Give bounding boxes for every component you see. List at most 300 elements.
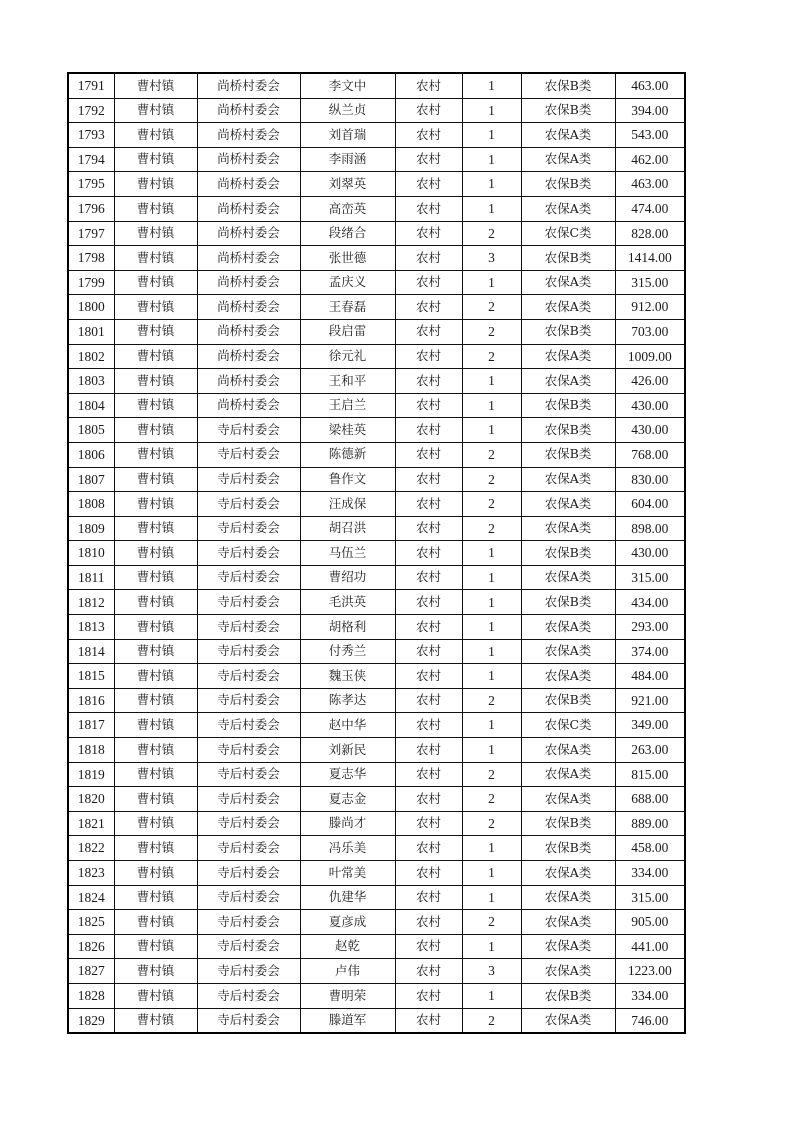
cell-village-committee: 寺后村委会 <box>197 639 300 664</box>
cell-village-committee: 尚桥村委会 <box>197 221 300 246</box>
cell-insurance-category: 农保A类 <box>521 196 615 221</box>
cell-person-name: 滕道军 <box>300 1008 395 1033</box>
cell-village-committee: 寺后村委会 <box>197 467 300 492</box>
cell-household-count: 1 <box>462 98 521 123</box>
cell-insurance-category: 农保B类 <box>521 811 615 836</box>
cell-amount: 1009.00 <box>615 344 685 369</box>
cell-amount: 458.00 <box>615 836 685 861</box>
cell-household-count: 1 <box>462 565 521 590</box>
cell-amount: 315.00 <box>615 565 685 590</box>
cell-area-type: 农村 <box>395 1008 462 1033</box>
cell-amount: 830.00 <box>615 467 685 492</box>
cell-insurance-category: 农保B类 <box>521 418 615 443</box>
cell-town: 曹村镇 <box>114 959 197 984</box>
cell-insurance-category: 农保B类 <box>521 319 615 344</box>
cell-household-count: 3 <box>462 246 521 271</box>
cell-serial-number: 1792 <box>68 98 114 123</box>
table-row <box>68 934 685 959</box>
cell-town: 曹村镇 <box>114 836 197 861</box>
cell-household-count: 2 <box>462 787 521 812</box>
cell-village-committee: 寺后村委会 <box>197 442 300 467</box>
cell-person-name: 刘翠英 <box>300 172 395 197</box>
table-row <box>68 319 685 344</box>
cell-insurance-category: 农保A类 <box>521 885 615 910</box>
cell-serial-number: 1822 <box>68 836 114 861</box>
cell-amount: 921.00 <box>615 688 685 713</box>
cell-amount: 463.00 <box>615 73 685 98</box>
cell-town: 曹村镇 <box>114 172 197 197</box>
cell-person-name: 王春磊 <box>300 295 395 320</box>
cell-household-count: 2 <box>462 344 521 369</box>
cell-town: 曹村镇 <box>114 295 197 320</box>
table-row <box>68 664 685 689</box>
cell-insurance-category: 农保A类 <box>521 738 615 763</box>
cell-town: 曹村镇 <box>114 1008 197 1033</box>
cell-household-count: 1 <box>462 270 521 295</box>
cell-serial-number: 1815 <box>68 664 114 689</box>
cell-amount: 768.00 <box>615 442 685 467</box>
cell-amount: 430.00 <box>615 541 685 566</box>
cell-area-type: 农村 <box>395 787 462 812</box>
cell-person-name: 王启兰 <box>300 393 395 418</box>
cell-insurance-category: 农保A类 <box>521 295 615 320</box>
cell-person-name: 汪成保 <box>300 492 395 517</box>
cell-town: 曹村镇 <box>114 664 197 689</box>
cell-serial-number: 1817 <box>68 713 114 738</box>
cell-serial-number: 1793 <box>68 123 114 148</box>
cell-insurance-category: 农保A类 <box>521 762 615 787</box>
table-row <box>68 983 685 1008</box>
cell-village-committee: 寺后村委会 <box>197 541 300 566</box>
cell-person-name: 梁桂英 <box>300 418 395 443</box>
table-row <box>68 98 685 123</box>
cell-serial-number: 1804 <box>68 393 114 418</box>
cell-town: 曹村镇 <box>114 467 197 492</box>
cell-village-committee: 寺后村委会 <box>197 861 300 886</box>
cell-person-name: 张世德 <box>300 246 395 271</box>
table-row <box>68 147 685 172</box>
table-row <box>68 836 685 861</box>
cell-area-type: 农村 <box>395 861 462 886</box>
cell-town: 曹村镇 <box>114 861 197 886</box>
cell-area-type: 农村 <box>395 664 462 689</box>
cell-insurance-category: 农保A类 <box>521 615 615 640</box>
table-row <box>68 369 685 394</box>
cell-person-name: 陈德新 <box>300 442 395 467</box>
table-row <box>68 811 685 836</box>
cell-household-count: 2 <box>462 1008 521 1033</box>
cell-amount: 815.00 <box>615 762 685 787</box>
cell-serial-number: 1800 <box>68 295 114 320</box>
cell-serial-number: 1814 <box>68 639 114 664</box>
cell-person-name: 鲁作文 <box>300 467 395 492</box>
cell-insurance-category: 农保B类 <box>521 98 615 123</box>
cell-household-count: 1 <box>462 541 521 566</box>
cell-town: 曹村镇 <box>114 787 197 812</box>
cell-household-count: 2 <box>462 221 521 246</box>
cell-person-name: 胡召洪 <box>300 516 395 541</box>
cell-area-type: 农村 <box>395 123 462 148</box>
cell-area-type: 农村 <box>395 246 462 271</box>
table-row <box>68 615 685 640</box>
cell-town: 曹村镇 <box>114 639 197 664</box>
cell-area-type: 农村 <box>395 172 462 197</box>
cell-person-name: 付秀兰 <box>300 639 395 664</box>
table-row <box>68 861 685 886</box>
cell-area-type: 农村 <box>395 590 462 615</box>
cell-serial-number: 1796 <box>68 196 114 221</box>
cell-area-type: 农村 <box>395 393 462 418</box>
cell-area-type: 农村 <box>395 344 462 369</box>
roster-table <box>67 72 686 1034</box>
cell-town: 曹村镇 <box>114 541 197 566</box>
cell-area-type: 农村 <box>395 615 462 640</box>
cell-amount: 543.00 <box>615 123 685 148</box>
table-row <box>68 565 685 590</box>
cell-serial-number: 1821 <box>68 811 114 836</box>
cell-serial-number: 1826 <box>68 934 114 959</box>
cell-serial-number: 1819 <box>68 762 114 787</box>
cell-village-committee: 寺后村委会 <box>197 516 300 541</box>
cell-area-type: 农村 <box>395 418 462 443</box>
cell-household-count: 2 <box>462 688 521 713</box>
cell-insurance-category: 农保A类 <box>521 492 615 517</box>
cell-town: 曹村镇 <box>114 73 197 98</box>
cell-household-count: 1 <box>462 196 521 221</box>
cell-village-committee: 寺后村委会 <box>197 836 300 861</box>
cell-insurance-category: 农保A类 <box>521 123 615 148</box>
cell-village-committee: 尚桥村委会 <box>197 369 300 394</box>
cell-person-name: 李雨涵 <box>300 147 395 172</box>
cell-insurance-category: 农保B类 <box>521 688 615 713</box>
cell-amount: 315.00 <box>615 885 685 910</box>
cell-serial-number: 1791 <box>68 73 114 98</box>
table-row <box>68 541 685 566</box>
cell-household-count: 1 <box>462 393 521 418</box>
cell-town: 曹村镇 <box>114 590 197 615</box>
cell-town: 曹村镇 <box>114 369 197 394</box>
cell-town: 曹村镇 <box>114 344 197 369</box>
cell-serial-number: 1824 <box>68 885 114 910</box>
cell-serial-number: 1828 <box>68 983 114 1008</box>
cell-person-name: 李文中 <box>300 73 395 98</box>
cell-household-count: 1 <box>462 615 521 640</box>
cell-insurance-category: 农保A类 <box>521 344 615 369</box>
cell-amount: 474.00 <box>615 196 685 221</box>
cell-town: 曹村镇 <box>114 492 197 517</box>
cell-village-committee: 尚桥村委会 <box>197 123 300 148</box>
cell-town: 曹村镇 <box>114 910 197 935</box>
cell-amount: 828.00 <box>615 221 685 246</box>
cell-village-committee: 寺后村委会 <box>197 565 300 590</box>
cell-insurance-category: 农保B类 <box>521 541 615 566</box>
cell-village-committee: 尚桥村委会 <box>197 196 300 221</box>
cell-area-type: 农村 <box>395 442 462 467</box>
cell-village-committee: 寺后村委会 <box>197 664 300 689</box>
cell-household-count: 2 <box>462 811 521 836</box>
cell-town: 曹村镇 <box>114 270 197 295</box>
cell-amount: 912.00 <box>615 295 685 320</box>
cell-amount: 463.00 <box>615 172 685 197</box>
cell-household-count: 1 <box>462 836 521 861</box>
cell-village-committee: 寺后村委会 <box>197 713 300 738</box>
cell-serial-number: 1802 <box>68 344 114 369</box>
table-row <box>68 910 685 935</box>
cell-person-name: 卢伟 <box>300 959 395 984</box>
cell-amount: 394.00 <box>615 98 685 123</box>
cell-person-name: 叶常美 <box>300 861 395 886</box>
cell-household-count: 1 <box>462 738 521 763</box>
cell-town: 曹村镇 <box>114 615 197 640</box>
cell-village-committee: 尚桥村委会 <box>197 73 300 98</box>
table-row <box>68 393 685 418</box>
table-row <box>68 270 685 295</box>
cell-person-name: 纵兰贞 <box>300 98 395 123</box>
cell-serial-number: 1816 <box>68 688 114 713</box>
cell-person-name: 孟庆义 <box>300 270 395 295</box>
cell-person-name: 陈孝达 <box>300 688 395 713</box>
cell-amount: 315.00 <box>615 270 685 295</box>
cell-serial-number: 1805 <box>68 418 114 443</box>
cell-household-count: 1 <box>462 147 521 172</box>
cell-serial-number: 1825 <box>68 910 114 935</box>
cell-amount: 441.00 <box>615 934 685 959</box>
cell-serial-number: 1795 <box>68 172 114 197</box>
table-row <box>68 688 685 713</box>
table-row <box>68 295 685 320</box>
cell-amount: 293.00 <box>615 615 685 640</box>
cell-household-count: 1 <box>462 418 521 443</box>
cell-person-name: 仇建华 <box>300 885 395 910</box>
cell-area-type: 农村 <box>395 738 462 763</box>
cell-person-name: 徐元礼 <box>300 344 395 369</box>
cell-serial-number: 1794 <box>68 147 114 172</box>
cell-household-count: 2 <box>462 762 521 787</box>
cell-serial-number: 1818 <box>68 738 114 763</box>
cell-person-name: 段启雷 <box>300 319 395 344</box>
cell-village-committee: 寺后村委会 <box>197 1008 300 1033</box>
cell-person-name: 马伍兰 <box>300 541 395 566</box>
cell-town: 曹村镇 <box>114 196 197 221</box>
cell-serial-number: 1809 <box>68 516 114 541</box>
cell-person-name: 夏彦成 <box>300 910 395 935</box>
cell-town: 曹村镇 <box>114 123 197 148</box>
cell-household-count: 2 <box>462 467 521 492</box>
cell-amount: 484.00 <box>615 664 685 689</box>
cell-town: 曹村镇 <box>114 319 197 344</box>
table-row <box>68 221 685 246</box>
cell-serial-number: 1827 <box>68 959 114 984</box>
cell-village-committee: 尚桥村委会 <box>197 270 300 295</box>
cell-household-count: 1 <box>462 73 521 98</box>
table-row <box>68 123 685 148</box>
cell-person-name: 赵中华 <box>300 713 395 738</box>
cell-town: 曹村镇 <box>114 811 197 836</box>
cell-town: 曹村镇 <box>114 98 197 123</box>
cell-household-count: 1 <box>462 123 521 148</box>
cell-town: 曹村镇 <box>114 393 197 418</box>
cell-amount: 349.00 <box>615 713 685 738</box>
cell-village-committee: 尚桥村委会 <box>197 344 300 369</box>
cell-serial-number: 1798 <box>68 246 114 271</box>
cell-village-committee: 寺后村委会 <box>197 811 300 836</box>
cell-village-committee: 尚桥村委会 <box>197 172 300 197</box>
cell-insurance-category: 农保B类 <box>521 836 615 861</box>
cell-area-type: 农村 <box>395 639 462 664</box>
cell-insurance-category: 农保A类 <box>521 861 615 886</box>
cell-serial-number: 1829 <box>68 1008 114 1033</box>
table-row <box>68 738 685 763</box>
cell-village-committee: 寺后村委会 <box>197 983 300 1008</box>
cell-serial-number: 1823 <box>68 861 114 886</box>
cell-amount: 426.00 <box>615 369 685 394</box>
cell-area-type: 农村 <box>395 467 462 492</box>
cell-insurance-category: 农保A类 <box>521 787 615 812</box>
table-row <box>68 713 685 738</box>
cell-household-count: 2 <box>462 442 521 467</box>
table-row <box>68 590 685 615</box>
cell-household-count: 1 <box>462 934 521 959</box>
table-row <box>68 762 685 787</box>
cell-amount: 898.00 <box>615 516 685 541</box>
table-row <box>68 442 685 467</box>
cell-person-name: 滕尚才 <box>300 811 395 836</box>
cell-household-count: 1 <box>462 590 521 615</box>
cell-area-type: 农村 <box>395 565 462 590</box>
cell-household-count: 1 <box>462 639 521 664</box>
cell-area-type: 农村 <box>395 196 462 221</box>
cell-village-committee: 尚桥村委会 <box>197 246 300 271</box>
cell-person-name: 刘新民 <box>300 738 395 763</box>
cell-insurance-category: 农保C类 <box>521 713 615 738</box>
cell-amount: 1414.00 <box>615 246 685 271</box>
cell-household-count: 1 <box>462 713 521 738</box>
cell-person-name: 冯乐美 <box>300 836 395 861</box>
cell-household-count: 2 <box>462 492 521 517</box>
cell-household-count: 1 <box>462 172 521 197</box>
cell-town: 曹村镇 <box>114 565 197 590</box>
cell-area-type: 农村 <box>395 369 462 394</box>
cell-area-type: 农村 <box>395 713 462 738</box>
table-row <box>68 1008 685 1033</box>
cell-serial-number: 1811 <box>68 565 114 590</box>
cell-area-type: 农村 <box>395 98 462 123</box>
cell-person-name: 刘首瑞 <box>300 123 395 148</box>
cell-insurance-category: 农保A类 <box>521 147 615 172</box>
cell-amount: 1223.00 <box>615 959 685 984</box>
table-row <box>68 492 685 517</box>
cell-village-committee: 尚桥村委会 <box>197 295 300 320</box>
table-row <box>68 516 685 541</box>
cell-household-count: 2 <box>462 295 521 320</box>
cell-amount: 334.00 <box>615 861 685 886</box>
cell-insurance-category: 农保A类 <box>521 516 615 541</box>
cell-area-type: 农村 <box>395 541 462 566</box>
cell-amount: 430.00 <box>615 393 685 418</box>
table-row <box>68 467 685 492</box>
cell-insurance-category: 农保A类 <box>521 639 615 664</box>
table-row <box>68 639 685 664</box>
cell-household-count: 3 <box>462 959 521 984</box>
cell-town: 曹村镇 <box>114 516 197 541</box>
cell-insurance-category: 农保B类 <box>521 73 615 98</box>
cell-person-name: 段绪合 <box>300 221 395 246</box>
cell-amount: 462.00 <box>615 147 685 172</box>
cell-town: 曹村镇 <box>114 688 197 713</box>
cell-serial-number: 1801 <box>68 319 114 344</box>
cell-insurance-category: 农保A类 <box>521 664 615 689</box>
cell-village-committee: 尚桥村委会 <box>197 147 300 172</box>
table-row <box>68 787 685 812</box>
cell-town: 曹村镇 <box>114 442 197 467</box>
cell-area-type: 农村 <box>395 147 462 172</box>
cell-village-committee: 寺后村委会 <box>197 787 300 812</box>
cell-insurance-category: 农保A类 <box>521 910 615 935</box>
cell-area-type: 农村 <box>395 221 462 246</box>
table-row <box>68 344 685 369</box>
cell-person-name: 高峦英 <box>300 196 395 221</box>
cell-town: 曹村镇 <box>114 738 197 763</box>
cell-area-type: 农村 <box>395 319 462 344</box>
cell-town: 曹村镇 <box>114 713 197 738</box>
cell-serial-number: 1808 <box>68 492 114 517</box>
cell-area-type: 农村 <box>395 910 462 935</box>
cell-serial-number: 1799 <box>68 270 114 295</box>
cell-amount: 263.00 <box>615 738 685 763</box>
cell-insurance-category: 农保A类 <box>521 565 615 590</box>
cell-amount: 334.00 <box>615 983 685 1008</box>
table-row <box>68 418 685 443</box>
cell-village-committee: 尚桥村委会 <box>197 319 300 344</box>
cell-town: 曹村镇 <box>114 934 197 959</box>
cell-town: 曹村镇 <box>114 418 197 443</box>
cell-amount: 889.00 <box>615 811 685 836</box>
cell-area-type: 农村 <box>395 762 462 787</box>
cell-amount: 604.00 <box>615 492 685 517</box>
cell-insurance-category: 农保A类 <box>521 467 615 492</box>
cell-household-count: 2 <box>462 516 521 541</box>
cell-amount: 430.00 <box>615 418 685 443</box>
cell-insurance-category: 农保A类 <box>521 934 615 959</box>
cell-town: 曹村镇 <box>114 221 197 246</box>
cell-serial-number: 1803 <box>68 369 114 394</box>
cell-area-type: 农村 <box>395 885 462 910</box>
cell-town: 曹村镇 <box>114 983 197 1008</box>
cell-area-type: 农村 <box>395 270 462 295</box>
cell-village-committee: 寺后村委会 <box>197 762 300 787</box>
cell-area-type: 农村 <box>395 688 462 713</box>
cell-insurance-category: 农保C类 <box>521 221 615 246</box>
cell-town: 曹村镇 <box>114 147 197 172</box>
cell-village-committee: 寺后村委会 <box>197 590 300 615</box>
cell-person-name: 赵乾 <box>300 934 395 959</box>
cell-insurance-category: 农保A类 <box>521 270 615 295</box>
cell-serial-number: 1813 <box>68 615 114 640</box>
cell-amount: 905.00 <box>615 910 685 935</box>
cell-area-type: 农村 <box>395 811 462 836</box>
cell-insurance-category: 农保B类 <box>521 983 615 1008</box>
cell-household-count: 1 <box>462 664 521 689</box>
cell-serial-number: 1820 <box>68 787 114 812</box>
cell-household-count: 1 <box>462 885 521 910</box>
cell-village-committee: 尚桥村委会 <box>197 393 300 418</box>
cell-area-type: 农村 <box>395 959 462 984</box>
cell-village-committee: 寺后村委会 <box>197 910 300 935</box>
table-row <box>68 73 685 98</box>
cell-person-name: 王和平 <box>300 369 395 394</box>
cell-amount: 746.00 <box>615 1008 685 1033</box>
cell-insurance-category: 农保B类 <box>521 442 615 467</box>
